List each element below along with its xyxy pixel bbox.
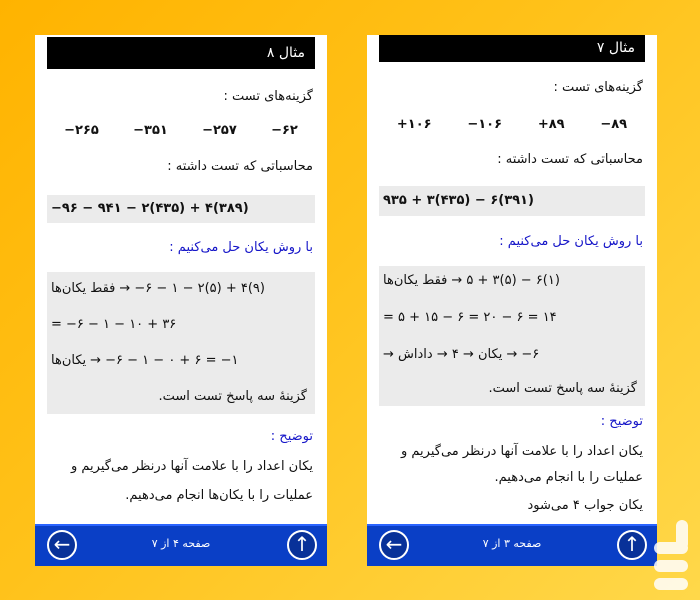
explain-line: عملیات را با انجام می‌دهیم.: [494, 470, 643, 485]
step-math: → −۶ − ۱ − ۰ + ۶ = −۱: [90, 353, 239, 368]
options-row: [47, 122, 315, 140]
step-math: −۶: [521, 347, 540, 362]
back-button[interactable]: ←: [47, 530, 77, 560]
step-math: = −۶ − ۱ − ۱۰ + ۳۶: [51, 317, 177, 332]
scroll-top-button[interactable]: ↑: [287, 530, 317, 560]
step-word: یکان‌ها: [51, 353, 87, 368]
step-math: → ۵ + ۳(۵) − ۶(۱): [451, 273, 560, 288]
solution-step: [51, 316, 309, 334]
option-value: −۸۹: [600, 117, 628, 132]
explain-line-cut: یکان جواب ۴ می‌شود: [527, 498, 643, 513]
option-value: −۶۲: [271, 123, 298, 138]
explain-label: توضیح :: [270, 429, 313, 444]
calc-label: محاسباتی که تست داشته :: [167, 159, 313, 174]
calc-label: محاسباتی که تست داشته :: [497, 152, 643, 167]
screen-example-7: [367, 35, 657, 566]
method-label: با روش یکان حل می‌کنیم :: [169, 240, 313, 255]
explain-line: یکان اعداد را با علامت آنها درنظر می‌گیریم و: [70, 459, 313, 474]
solution-box: [379, 266, 645, 406]
options-label: گزینه‌های تست :: [553, 80, 643, 95]
step-word: → یکان → ۴ → داداش →: [383, 347, 518, 362]
expression: −۹۶ − ۹۴۱ − ۲(۴۳۵) + ۴(۳۸۹): [51, 201, 249, 216]
store-logo-icon: [650, 520, 696, 596]
option-value: −۳۵۱: [133, 123, 168, 138]
explain-line: یکان اعداد را با علامت آنها درنظر می‌گیریم و: [400, 444, 643, 459]
expression: ۹۳۵ + ۳(۴۳۵) − ۶(۳۹۱): [383, 193, 534, 208]
expression-box: [47, 195, 315, 223]
solution-box: [47, 272, 315, 414]
header-title: مثال ۷: [379, 35, 645, 62]
step-word: فقط یکان‌ها: [51, 281, 116, 296]
header-title: مثال ۸: [47, 37, 315, 69]
explain-label: توضیح :: [600, 414, 643, 429]
option-value: +۱۰۶: [396, 117, 432, 132]
step-word: فقط یکان‌ها: [383, 273, 448, 288]
option-value: −۲۶۵: [64, 123, 99, 138]
page-indicator: صفحه ۴ از ۷: [151, 537, 211, 550]
page-indicator: صفحه ۳ از ۷: [482, 537, 542, 550]
solution-step: [383, 346, 639, 364]
screen-example-8: [35, 35, 327, 566]
solution-step: [51, 280, 309, 298]
bottom-nav-bar: [35, 524, 327, 566]
step-math: → −۶ − ۱ − ۲(۵) + ۴(۹): [119, 281, 265, 296]
solution-step: [51, 352, 309, 370]
answer-text: گزینهٔ سه پاسخ تست است.: [158, 389, 307, 404]
solution-step: [383, 309, 639, 327]
solution-step: [383, 272, 639, 290]
answer-text: گزینهٔ سه پاسخ تست است.: [488, 381, 637, 396]
option-value: −۲۵۷: [202, 123, 237, 138]
scroll-top-button[interactable]: ↑: [617, 530, 647, 560]
explain-line: عملیات را با یکان‌ها انجام می‌دهیم.: [125, 488, 313, 503]
option-value: −۱۰۶: [467, 117, 503, 132]
method-label: با روش یکان حل می‌کنیم :: [499, 234, 643, 249]
back-button[interactable]: ←: [379, 530, 409, 560]
bottom-nav-bar: [367, 524, 657, 566]
expression-box: [379, 186, 645, 216]
option-value: +۸۹: [537, 117, 565, 132]
options-label: گزینه‌های تست :: [223, 89, 313, 104]
options-row: [379, 116, 645, 134]
step-math: = ۵ + ۱۵ − ۶ = ۲۰ − ۶ = ۱۴: [383, 310, 557, 325]
